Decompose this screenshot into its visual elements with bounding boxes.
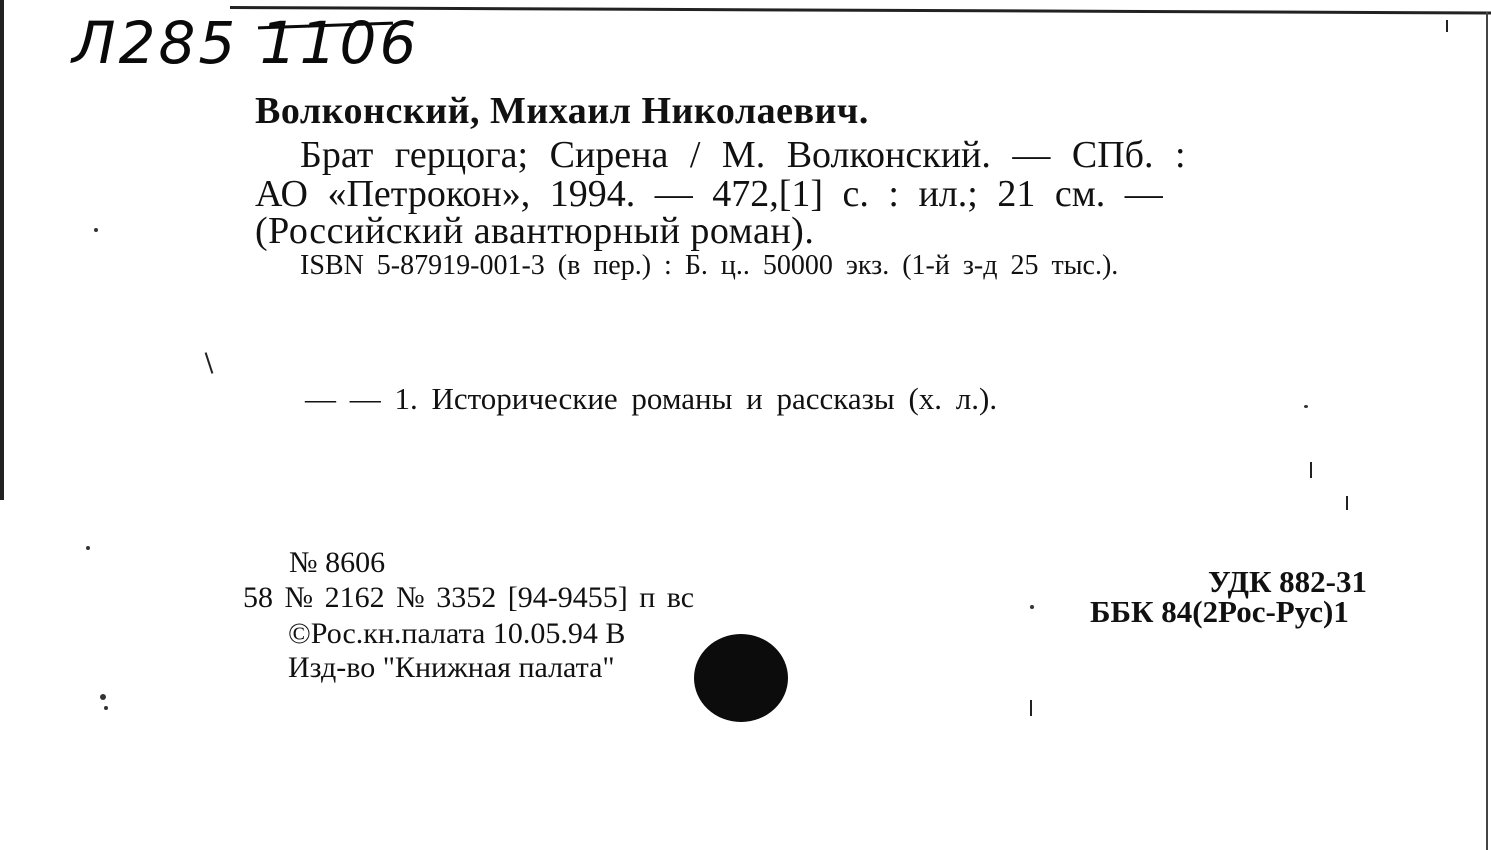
scan-speck [1030,605,1034,609]
isbn-statement: ISBN 5-87919-001-3 (в пер.) : Б. ц.. 50000 экз. (1-й з-д 25 тыс.). [300,250,1119,281]
control-numbers: 58 № 2162 № 3352 [94-9455] п вс [243,581,695,614]
subject-heading: — — 1. Исторические романы и рассказы (х. л.). [305,381,998,416]
author-heading: Волконский, Михаил Николаевич. [255,90,869,132]
handwritten-call-number: Л285 1106 [72,9,420,77]
scan-speck [104,706,108,710]
scan-mark [1310,462,1312,478]
scan-mark [1446,20,1448,32]
scan-speck [100,694,106,700]
scan-speck [86,546,90,550]
publication-statement: АО «Петрокон», 1994. — 472,[1] с. : ил.; 21 см. — [255,173,1163,215]
scan-mark [1030,700,1032,716]
scan-speck [1304,405,1308,408]
punch-hole [694,634,788,722]
copyright-line: ©Рос.кн.палата 10.05.94 В [288,617,626,650]
card-publisher: Изд-во "Книжная палата" [288,651,615,684]
scan-mark [1346,496,1348,510]
bbk-code: ББК 84(2Рос-Рус)1 [1090,594,1349,629]
scan-speck [94,228,98,232]
title-statement: Брат герцога; Сирена / М. Волконский. — СПб. : [300,134,1186,176]
card-right-edge [1486,12,1488,850]
scan-mark [205,352,214,374]
udk-code: УДК 882-31 [1208,564,1367,599]
record-number: № 8606 [289,546,386,579]
series-statement: (Российский авантюрный роман). [255,210,815,252]
card-left-edge [0,0,4,500]
